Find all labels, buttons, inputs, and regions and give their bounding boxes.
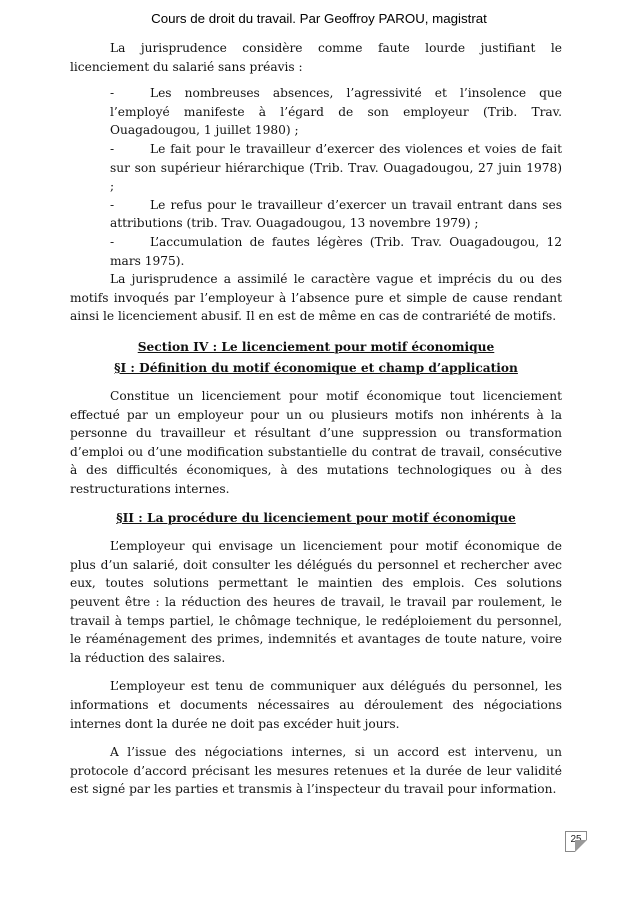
section-title: Section IV : Le licenciement pour motif économique: [137, 339, 495, 354]
definition-paragraph: Constitue un licenciement pour motif économique tout licenciement effectué par un employeur pour un ou plusieurs motifs non inhérents à la personne du travailleur et résultant d’une suppression ou transformation d’emploi ou d’une modification substantielle du contrat de travail, consécutive à des difficultés économiques, à des mutations technologiques ou à des restructurations internes.: [70, 389, 562, 497]
page-number: 25: [570, 834, 582, 845]
list-dash: -: [110, 197, 115, 212]
subsection-title: §II : La procédure du licenciement pour motif économique: [116, 510, 516, 525]
procedure-paragraph: A l’issue des négociations internes, si un accord est intervenu, un protocole d’accord précisant les mesures retenues et la durée de leur validité est signé par les parties et transmis à l’inspecteur du travail pour information.: [70, 745, 562, 797]
list-item-text: Le refus pour le travailleur d’exercer un travail entrant dans ses attributions (trib. Trav. Ouagadougou, 13 novembre 1979) ;: [110, 197, 562, 231]
page-number-box: [565, 831, 587, 852]
intro-paragraph: La jurisprudence considère comme faute lourde justifiant le licenciement du salarié sans préavis :: [70, 41, 562, 74]
procedure-paragraph: L’employeur qui envisage un licenciement pour motif économique de plus d’un salarié, doit consulter les délégués du personnel et rechercher avec eux, toutes solutions permettant le maintien des emplois. Ces solutions peuvent être : la réduction des heures de travail, le travail par roulement, le travail à temps partiel, le chômage technique, le redéploiement du personnel, le réaménagement des primes, indemnités et avantages de toute nature, voire la réduction des salaires.: [70, 539, 562, 665]
list-dash: -: [110, 86, 115, 101]
list-dash: -: [110, 234, 115, 249]
list-item-text: Le fait pour le travailleur d’exercer des violences et voies de fait sur son supérieur hiérarchique (Trib. Trav. Ouagadougou, 27 juin 1978) ;: [110, 141, 562, 194]
list-item-text: L’accumulation de fautes légères (Trib. Trav. Ouagadougou, 12 mars 1975).: [110, 234, 562, 268]
procedure-paragraph: L’employeur est tenu de communiquer aux délégués du personnel, les informations et documents nécessaires au déroulement des négociations internes dont la durée ne doit pas excéder huit jours.: [70, 679, 562, 731]
list-item: [110, 84, 562, 140]
list-item: [110, 140, 562, 196]
document-body: [70, 39, 562, 799]
faults-list: [70, 84, 562, 270]
abusif-paragraph: La jurisprudence a assimilé le caractère vague et imprécis du ou des motifs invoqués par l’employeur à l’absence pure et simple de cause rendant ainsi le licenciement abusif. Il en est de même en cas de contrariété de motifs.: [70, 272, 562, 324]
subsection-title: §I : Définition du motif économique et champ d’application: [114, 360, 518, 375]
list-item-text: Les nombreuses absences, l’agressivité et l’insolence que l’employé manifeste à l’égard de son employeur (Trib. Trav. Ouagadougou, 1 juillet 1980) ;: [110, 86, 562, 138]
page-header: Cours de droit du travail. Par Geoffroy PAROU, magistrat: [151, 11, 487, 26]
page-fold-icon: [575, 840, 587, 852]
list-item: [110, 233, 562, 270]
list-dash: -: [110, 141, 115, 156]
list-item: [110, 196, 562, 233]
